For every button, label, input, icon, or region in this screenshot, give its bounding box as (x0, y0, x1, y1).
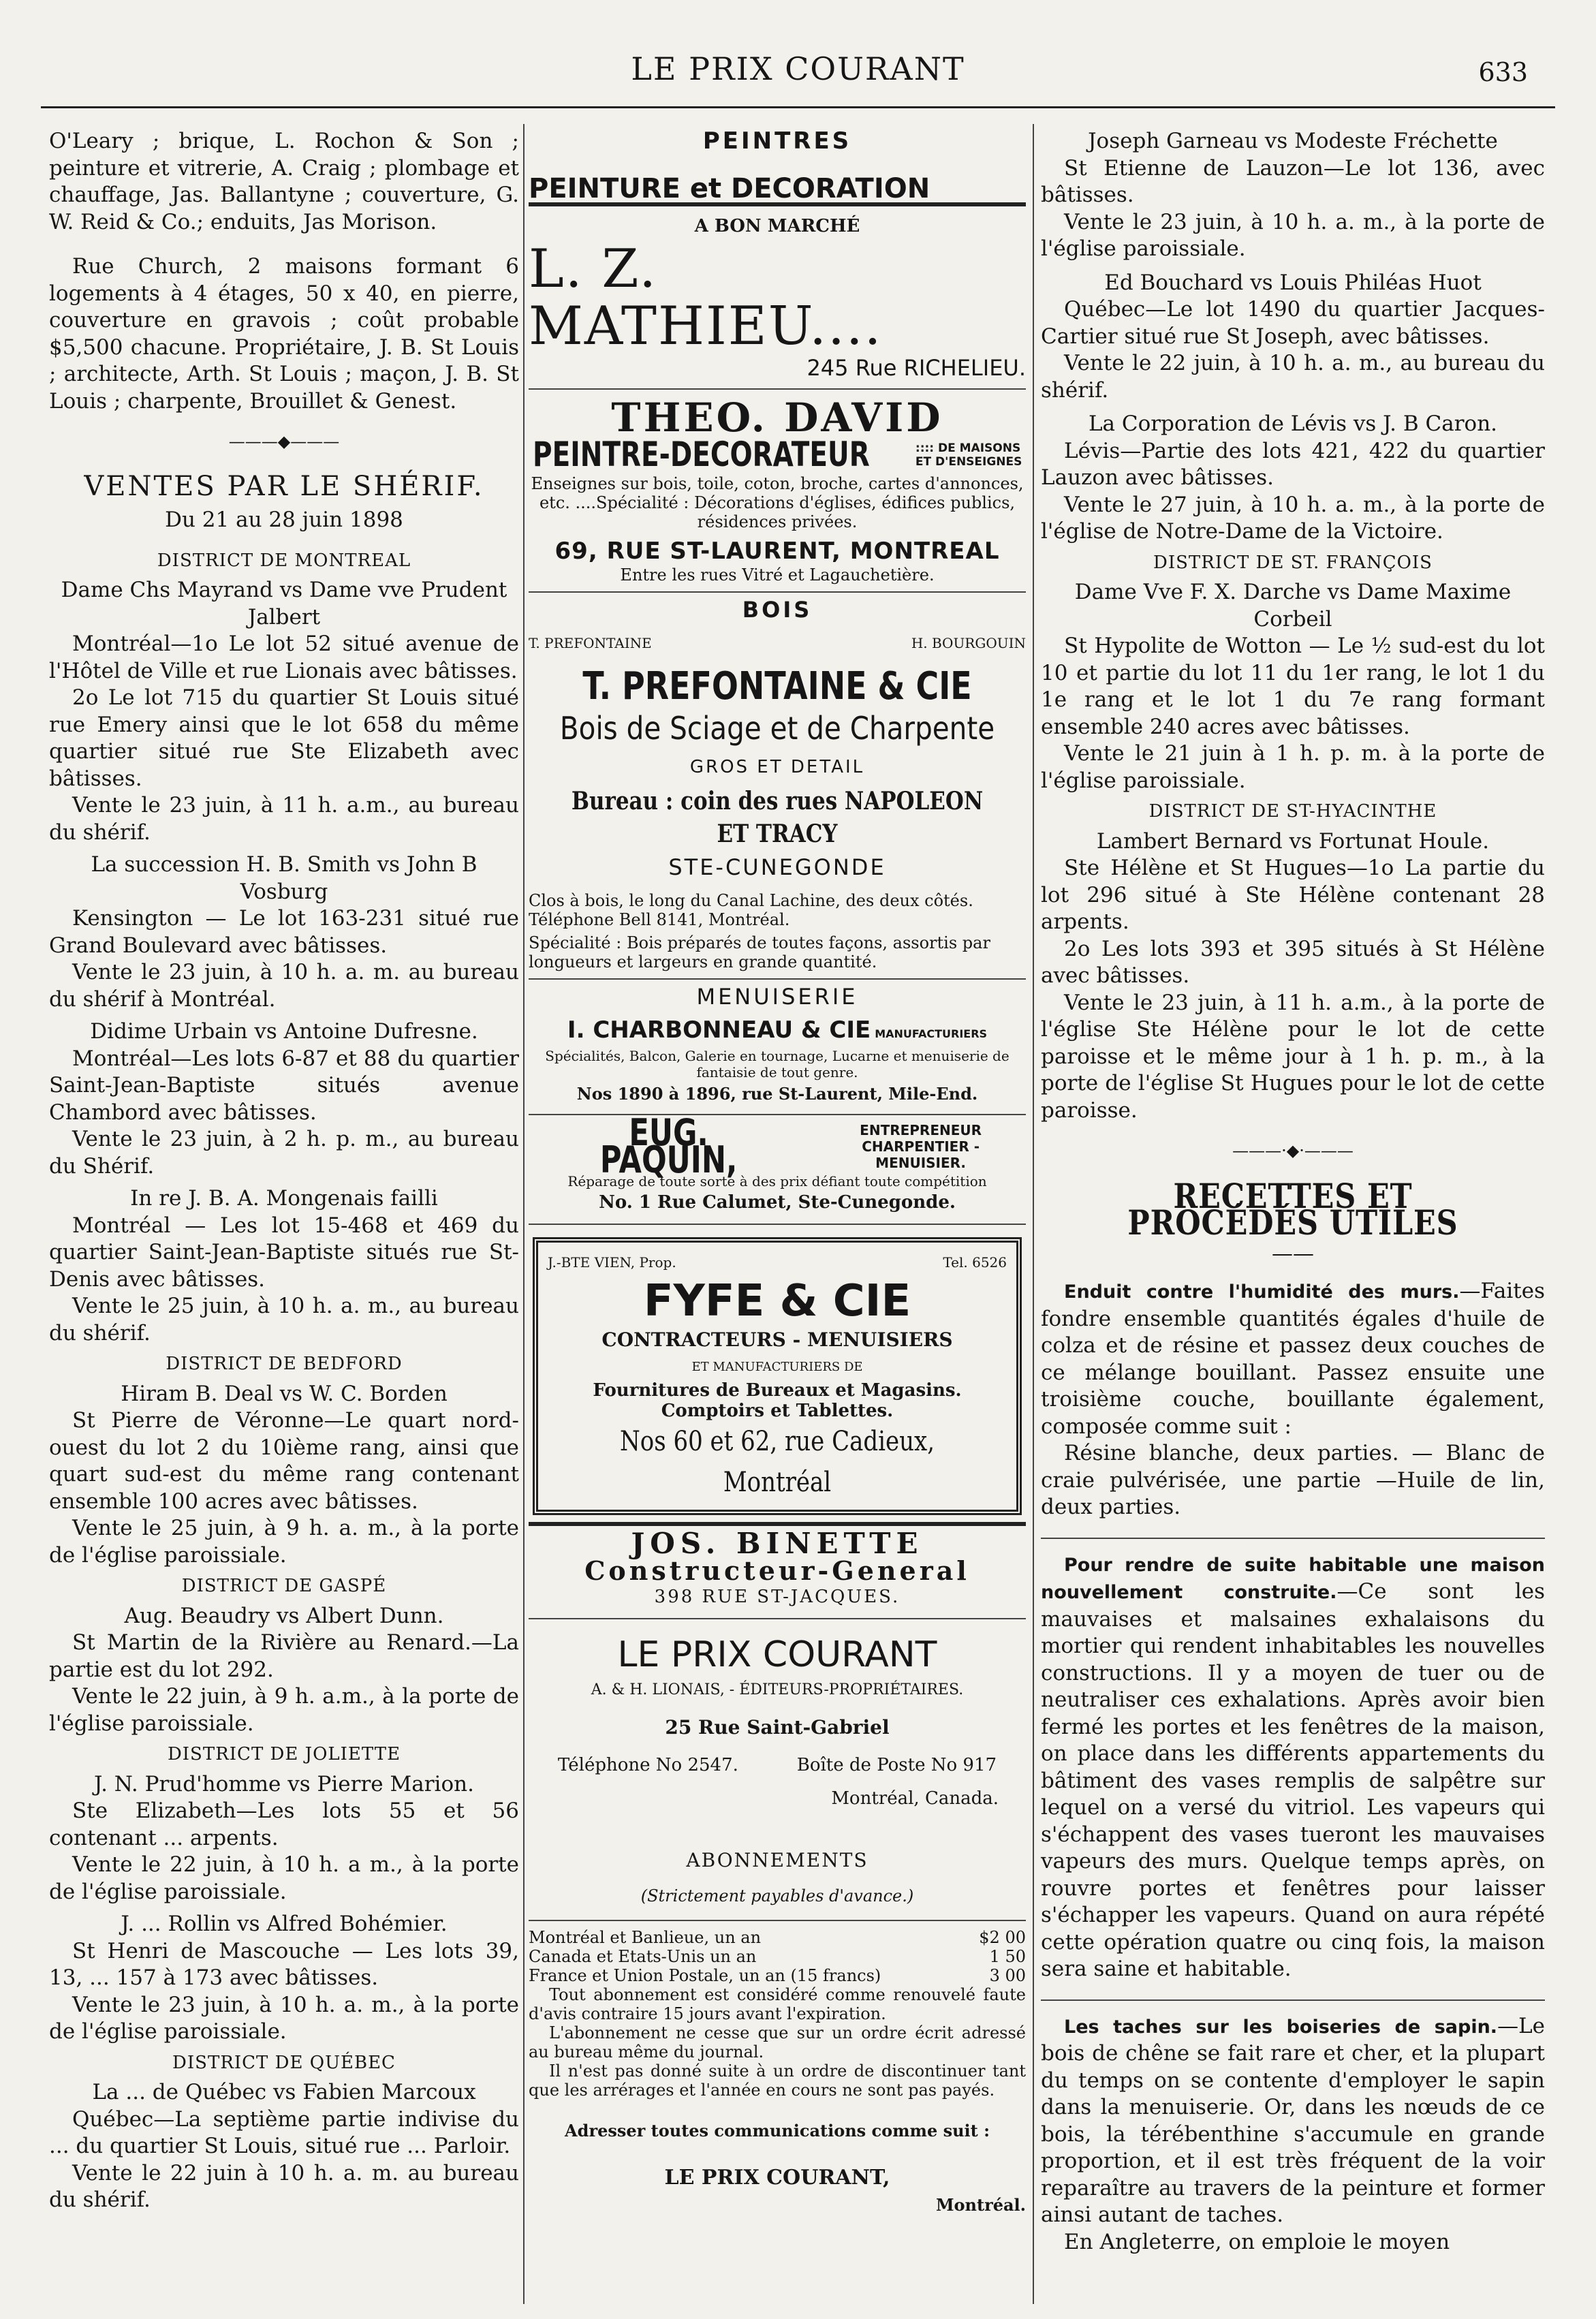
case-sale: Vente le 27 juin, à 10 h. a. m., à la porte de l'église de Notre-Dame de la Victoire. (1041, 492, 1545, 544)
article-paragraph: Rue Church, 2 maisons formant 6 logements à 4 étages, 50 x 40, en pierre, couverture en gravois ; coût probable $5,500 chacune. Propriétaire, J. B. St Louis ; architecte, Arth. St Louis ; maçon, J. B. St Louis ; charpente, Brouillet & Genest. (49, 254, 519, 414)
ad-address: 245 Rue RICHELIEU. (807, 354, 1026, 381)
case-title: La succession H. B. Smith vs John B Vosburg (91, 852, 478, 904)
district-heading: DISTRICT DE MONTREAL (157, 550, 411, 571)
rate-label: Canada et Etats-Unis un an (529, 1946, 757, 1966)
ad-mathieu (529, 124, 1026, 390)
short-rule: —— (1272, 1241, 1314, 1266)
case-detail: Montréal—Les lots 6-87 et 88 du quartier Saint-Jean-Baptiste situés avenue Chambord avec bâtisses. (49, 1046, 519, 1125)
case-title: La ... de Québec vs Fabien Marcoux (92, 2080, 476, 2104)
case-sale: Vente le 22 juin à 10 h. a. m. au bureau du shérif. (49, 2160, 519, 2212)
case-sale: Vente le 25 juin, à 9 h. a. m., à la porte de l'église paroissiale. (49, 1516, 519, 1568)
case-detail: Ste Elizabeth—Les lots 55 et 56 contenant ... arpents. (49, 1799, 519, 1850)
article-paragraph: O'Leary ; brique, L. Rochon & Son ; peinture et vitrerie, A. Craig ; plombage et chauffage, Jas. Ballantyne ; couverture, G. W. Reid & Co.; enduits, Jas Morison. (49, 129, 519, 234)
ad-name: THEO. DAVID (611, 394, 943, 441)
recipe-title: Les taches sur les boiseries de sapin. (1064, 2016, 1498, 2038)
masthead-box (529, 1619, 1026, 2219)
district-heading: DISTRICT DE ST-HYACINTHE (1148, 801, 1437, 822)
address-instruction: Adresser toutes communications comme suit : (565, 2120, 990, 2141)
ad-text: STE-CUNEGONDE (668, 854, 886, 880)
ad-heading: Bois de Sciage et de Charpente (559, 709, 995, 747)
case-title: Dame Vve F. X. Darche vs Dame Maxime Corbeil (1074, 580, 1512, 632)
masthead-title: LE PRIX COURANT (617, 1634, 937, 1675)
recipe-title: Pour rendre de suite habitable une maison nouvellement construite. (1041, 1554, 1545, 1603)
ad-name: T. PREFONTAINE & CIE (582, 664, 972, 709)
case-detail: St Pierre de Véronne—Le quart nord-ouest du lot 2 du 10ième rang, ainsi que quart sud-est du même rang contenant ensemble 100 acres avec bâtisses. (49, 1408, 519, 1514)
subscriptions-note: (Strictement payables d'avance.) (640, 1886, 914, 1905)
publisher-address: 25 Rue Saint-Gabriel (665, 1716, 890, 1739)
case-title: Hiram B. Deal vs W. C. Borden (121, 1381, 448, 1406)
case-sale: Vente le 25 juin, à 10 h. a. m., au bureau du shérif. (49, 1294, 519, 1345)
section-title: VENTES PAR LE SHÉRIF. (84, 470, 484, 502)
case-title: In re J. B. A. Mongenais failli (130, 1186, 438, 1211)
district-heading: DISTRICT DE BEDFORD (166, 1354, 403, 1374)
ad-partner: H. BOURGOUIN (911, 635, 1026, 651)
ad-fyfe (533, 1237, 1022, 1516)
case-sale: Vente le 22 juin, à 10 h. a m., à la porte de l'église paroissiale. (49, 1852, 519, 1904)
ad-address: No. 1 Rue Calumet, Ste-Cunegonde. (599, 1192, 956, 1213)
case-sale: Vente le 23 juin, à 11 h. a.m., à la porte de l'église Ste Hélène pour le lot de cette paroisse et le même jour à 1 h. p. m., à la porte de l'église St Hugues pour le lot de cette paroisse. (1041, 990, 1545, 1123)
case-sale: Vente le 23 juin, à 2 h. p. m., au bureau du Shérif. (49, 1127, 519, 1179)
column-divider (1033, 124, 1034, 2304)
ad-tag: MANUFACTURIERS (875, 1027, 988, 1040)
page-header (41, 48, 1555, 102)
recipe-paragraph: Résine blanche, deux parties. — Blanc de craie pulvérisée, une partie —Huile de lin, deux parties. (1041, 1441, 1545, 1519)
publisher-phone: Téléphone No 2547. (557, 1754, 738, 1775)
recipe-paragraph (1041, 2013, 1545, 2229)
ad-address: 398 RUE ST-JACQUES. (654, 1587, 901, 1607)
ad-phone: Tel. 6526 (943, 1254, 1007, 1271)
footer-city: Montréal. (935, 2194, 1026, 2215)
ad-david (529, 390, 1026, 593)
case-detail: St Etienne de Lauzon—Le lot 136, avec bâtisses. (1041, 155, 1545, 207)
case-title: La Corporation de Lévis vs J. B Caron. (1088, 411, 1498, 436)
case-detail: St Hypolite de Wotton — Le ½ sud-est du lot 10 et partie du lot 11 du 1er rang, le lot 1 du 1e rang et le lot 1 du 7e rang formant ensemble 240 acres avec bâtisses. (1041, 634, 1545, 739)
ad-text: A BON MARCHÉ (694, 216, 860, 236)
case-detail: Lévis—Partie des lots 421, 422 du quartier Lauzon avec bâtisses. (1041, 438, 1545, 490)
column-middle-ads (529, 124, 1026, 2218)
recipe-text: —Ce sont les mauvaises et malsaines exhalaisons du mortier qui rendent inhabitables les nouvelles constructions. Il y a moyen de tuer ou de neutraliser ces exhalations. Après avoir bien fermé les portes et les fenêtres de la maison, on place dans les différents appartements du bâtiment des vases remplis de salpêtre sur lequel on a versé du vitriol. Les vapeurs qui s'échappent des vases tueront les mauvaises vapeurs des murs. Quelque temps après, on rouvre portes et fenêtres pour laisser s'échapper les vapeurs. Quand on aura répété cette opération quatre ou cinq fois, la maison sera saine et habitable. (1041, 1579, 1545, 1981)
ad-text: Spécialités, Balcon, Galerie en tournage, Lucarne et menuiserie de fantaisie de tout genre. (545, 1047, 1010, 1080)
ad-tag: ET D'ENSEIGNES (915, 455, 1022, 469)
ad-binette (529, 1522, 1026, 1619)
rate-price: 3 00 (989, 1965, 1026, 1985)
case-sale: Vente le 23 juin, à 10 h. a. m., à la porte de l'église paroissiale. (1041, 209, 1545, 261)
column-left (49, 128, 519, 2214)
case-sale: Vente le 22 juin, à 10 h. a. m., au bureau du shérif. (1041, 351, 1545, 403)
ad-name: I. CHARBONNEAU & CIE (567, 1016, 871, 1044)
ad-text: Réparage de toute sorte à des prix défiant toute compétition (567, 1173, 987, 1189)
ornament-divider: ———·◆·——— (1232, 1141, 1354, 1160)
ad-heading: Constructeur-General (584, 1555, 970, 1586)
ad-address: 69, RUE ST-LAURENT, MONTREAL (554, 538, 1000, 565)
publisher-city: Montréal, Canada. (831, 1788, 999, 1809)
case-title: Joseph Garneau vs Modeste Fréchette (1088, 129, 1498, 153)
case-sale: Vente le 22 juin, à 9 h. a.m., à la porte de l'église paroissiale. (49, 1684, 519, 1736)
subscriptions-text: Il n'est pas donné suite à un ordre de discontinuer tant que les arrérages et l'année en cours ne sont pas payés. (529, 2061, 1026, 2100)
ad-text: Fournitures de Bureaux et Magasins. Comptoirs et Tablettes. (593, 1380, 962, 1421)
ad-text: Spécialité : Bois préparés de toutes façons, assortis par longueurs et largeurs en grande quantité. (529, 933, 990, 971)
case-sale: Vente le 23 juin, à 10 h. a. m., à la porte de l'église paroissiale. (49, 1992, 519, 2044)
ad-name: EUG. PAQUIN, (599, 1111, 738, 1181)
case-detail: Ste Hélène et St Hugues—1o La partie du lot 296 situé à Ste Hélène contenant 28 arpents. (1041, 856, 1545, 934)
recipe-title: Enduit contre l'humidité des murs. (1064, 1281, 1460, 1303)
section-title: RECETTES ET PROCÉDÉS UTILES (1127, 1175, 1458, 1243)
ad-address: Nos 1890 à 1896, rue St-Laurent, Mile-End. (576, 1083, 978, 1104)
case-title: Dame Chs Mayrand vs Dame vve Prudent Jalbert (61, 578, 507, 629)
ad-tag: ENTREPRENEUR (860, 1121, 982, 1138)
ad-heading: PEINTURE et DECORATION (529, 176, 1026, 207)
case-title: Aug. Beaudry vs Albert Dunn. (124, 1603, 444, 1628)
ad-address: Nos 60 et 62, rue Cadieux, Montréal (619, 1426, 935, 1498)
footer-title: LE PRIX COURANT, (664, 2166, 890, 2190)
rates-table (529, 1928, 1026, 1985)
subscriptions-text: Tout abonnement est considéré comme renouvelé faute d'avis contraire 15 jours avant l'expiration. (529, 1985, 1026, 2023)
ad-address: Bureau : coin des rues NAPOLEON ET TRACY (571, 787, 984, 848)
case-title: J. N. Prud'homme vs Pierre Marion. (94, 1771, 474, 1796)
district-heading: DISTRICT DE QUÉBEC (172, 2052, 396, 2073)
ad-name: FYFE & CIE (643, 1276, 911, 1326)
case-title: J. ... Rollin vs Alfred Bohémier. (121, 1912, 448, 1936)
ad-proprietor: J.-BTE VIEN, Prop. (548, 1254, 676, 1271)
ad-category: PEINTRES (702, 127, 852, 155)
ad-heading: CONTRACTEURS - MENUISIERS (601, 1328, 953, 1351)
ad-text: Clos à bois, le long du Canal Lachine, des deux côtés. Téléphone Bell 8141, Montréal. (529, 890, 973, 929)
district-heading: DISTRICT DE JOLIETTE (167, 1744, 401, 1764)
ad-heading: PEINTRE-DECORATEUR (532, 435, 870, 475)
ad-category: MENUISERIE (696, 983, 858, 1010)
district-heading: DISTRICT DE GASPÉ (181, 1576, 387, 1596)
case-sale: Vente le 23 juin, à 10 h. a. m. au bureau du shérif à Montréal. (49, 960, 519, 1012)
page-number: 633 (1478, 57, 1528, 87)
case-detail: Montréal—1o Le lot 52 situé avenue de l'Hôtel de Ville et rue Lionais avec bâtisses. (49, 632, 519, 683)
ad-text: GROS ET DETAIL (689, 756, 865, 777)
ad-paquin (529, 1111, 1026, 1225)
rate-row (529, 1928, 1026, 1947)
ad-partner: T. PREFONTAINE (529, 635, 652, 651)
page-title: LE PRIX COURANT (631, 50, 965, 87)
case-sale: Vente le 21 juin à 1 h. p. m. à la porte de l'église paroissiale. (1041, 741, 1545, 793)
ad-name: JOS. BINETTE (529, 1522, 1026, 1557)
case-detail: 2o Le lot 715 du quartier St Louis situé rue Emery ainsi que le lot 658 du même quartier situé rue Ste Elizabeth avec bâtisses. (49, 685, 519, 791)
subscriptions-title: ABONNEMENTS (686, 1848, 869, 1871)
column-right (1041, 128, 1545, 2256)
case-detail: St Martin de la Rivière au Renard.—La partie est du lot 292. (49, 1630, 519, 1682)
ad-text: ET MANUFACTURIERS DE (691, 1359, 863, 1374)
case-title: Didime Urbain vs Antoine Dufresne. (90, 1019, 478, 1044)
recipe-paragraph: En Angleterre, on emploie le moyen (1064, 2229, 1450, 2254)
recipe-text: —Faites fondre ensemble quantités égales d'huile de colza et de résine et passez deux couches de ce mélange bouillant. Passez ensuite une troisième couche, bouillante également, composée comme suit : (1041, 1279, 1545, 1439)
ad-text: Entre les rues Vitré et Lagauchetière. (620, 565, 935, 585)
date-range: Du 21 au 28 juin 1898 (165, 508, 403, 532)
column-divider (523, 124, 525, 2304)
subscriptions-text: L'abonnement ne cesse que sur un ordre écrit adressé au bureau même du journal. (529, 2023, 1026, 2061)
ad-name: L. Z. MATHIEU.... (529, 238, 883, 357)
ad-prefontaine (529, 593, 1026, 980)
case-detail: Kensington — Le lot 163-231 situé rue Grand Boulevard avec bâtisses. (49, 906, 519, 958)
rate-price: $2 00 (979, 1927, 1026, 1947)
rate-price: 1 50 (989, 1946, 1026, 1966)
case-title: Ed Bouchard vs Louis Philéas Huot (1104, 270, 1482, 295)
case-detail: St Henri de Mascouche — Les lots 39, 13, ... 157 à 173 avec bâtisses. (49, 1938, 519, 1990)
case-title: Lambert Bernard vs Fortunat Houle. (1096, 828, 1490, 854)
ad-charbonneau (529, 980, 1026, 1116)
case-detail: Montréal — Les lot 15-468 et 469 du quartier Saint-Jean-Baptiste situés rue St-Denis avec bâtisses. (49, 1213, 519, 1292)
case-detail: Québec—Le lot 1490 du quartier Jacques-Cartier situé rue St Joseph, avec bâtisses. (1041, 297, 1545, 349)
case-detail: Québec—La septième partie indivise du ... du quartier St Louis, situé rue ... Parloir. (49, 2106, 519, 2158)
rate-label: France et Union Postale, un an (15 francs) (529, 1965, 881, 1985)
ornament-divider: ———◆——— (228, 432, 340, 451)
ad-tag: CHARPENTIER - MENUISIER. (862, 1138, 980, 1171)
ad-category: BOIS (742, 596, 813, 623)
rate-row (529, 1966, 1026, 1985)
rate-label: Montréal et Banlieue, un an (529, 1927, 762, 1947)
recipe-text: —Le bois de chêne se fait rare et cher, et la plupart du temps on se contente d'employer le sapin dans la menuiserie. Or, dans les nœuds de ce bois, la térébenthine s'accumule en grande proportion, et il est très fréquent de la voir reparaître au travers de la peinture et former ainsi autant de taches. (1041, 2013, 1545, 2227)
recipe-paragraph (1041, 1551, 1545, 1983)
case-sale: Vente le 23 juin, à 11 h. a.m., au bureau du shérif. (49, 793, 519, 845)
district-heading: DISTRICT DE ST. FRANÇOIS (1153, 552, 1433, 573)
ad-text: Enseignes sur bois, toile, coton, broche, cartes d'annonces, etc. ....Spécialité : Décorations d'églises, édifices publics, résidences privées. (531, 474, 1024, 531)
case-detail: 2o Les lots 393 et 395 situés à St Hélène avec bâtisses. (1041, 936, 1545, 988)
publisher-box: Boîte de Poste No 917 (796, 1754, 997, 1775)
rate-row (529, 1947, 1026, 1966)
ad-tag: :::: DE MAISONS (915, 441, 1021, 455)
publisher: A. & H. LIONAIS, - ÉDITEURS-PROPRIÉTAIRES. (591, 1681, 964, 1698)
header-rule (41, 106, 1555, 108)
recipe-paragraph (1041, 1278, 1545, 1440)
